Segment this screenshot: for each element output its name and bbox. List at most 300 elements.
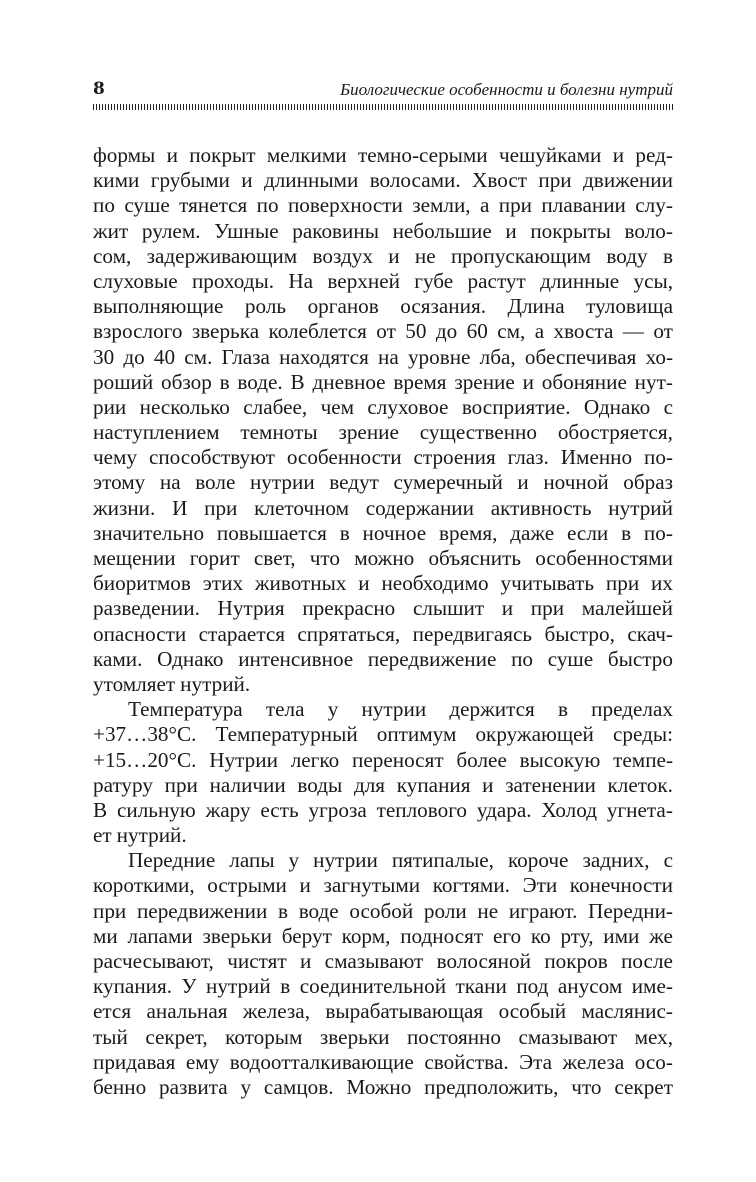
word: самцов. [263,1074,334,1099]
word: верхней [327,268,400,293]
word: жизни. [93,495,156,520]
word: Однако [157,646,224,671]
word: +37…38°С. [93,722,197,747]
word: свойства. [424,1049,509,1074]
text-line [93,546,673,571]
word: легко [290,747,340,772]
word: способствуют [148,445,275,470]
word: В [93,797,108,822]
word: животных [254,571,347,596]
word: если [567,520,609,545]
word: угроза [308,797,367,822]
word: 30 [93,344,115,369]
text-line [93,974,673,999]
word: +15…20°С. [93,747,197,772]
word: при [204,495,238,520]
word: придавая [93,1049,176,1074]
word: в [621,520,632,545]
word: хвоста [553,319,614,344]
word: земли, [412,193,471,218]
word: биоритмов [93,571,191,596]
word: есть [260,797,299,822]
word: постоянно [406,1024,501,1049]
text-line [93,420,673,445]
word: которым [225,1024,303,1049]
word: на [159,470,181,495]
word: пределах [591,697,673,722]
word: анальная [146,999,228,1024]
word: старается [198,621,285,646]
word: сильную [116,797,196,822]
text-line [93,798,673,823]
word: ночное [362,520,427,545]
word: проходы. [191,268,275,293]
word: опасности [93,621,187,646]
word: Можно [346,1074,412,1099]
text-line [93,999,673,1024]
word: темноты [240,420,318,445]
word: воде. [237,369,283,394]
word: На [288,268,314,293]
word: тела [265,697,305,722]
word: загнутыми [323,873,421,898]
word: купания. [93,974,173,999]
word: по- [644,445,673,470]
word: слышит [412,596,485,621]
word: несколько [139,394,230,419]
text-line [93,521,673,546]
word: Однако [583,394,651,419]
word: в [278,898,289,923]
word: по [93,193,115,218]
word: играют. [508,898,578,923]
word: лба, [479,344,516,369]
word: чешуйками [498,143,602,167]
word: бенно [93,1074,147,1099]
word: утомляет [93,671,176,696]
word: время [393,369,447,394]
word: и [388,243,400,268]
word: интенсивное [238,646,354,671]
word: задерживающим [146,243,298,268]
word: у [240,1074,252,1099]
word: ведут [329,470,379,495]
word: смазывают [324,949,424,973]
word: находятся [279,344,369,369]
word: пропускающим [450,243,592,268]
word: держится [449,697,535,722]
word: когтями. [432,873,510,898]
word: уровне [407,344,471,369]
word: развита [159,1074,228,1099]
page-header [93,78,673,104]
word: высокую [519,747,601,772]
word: оптимум [376,722,457,747]
word: см. [184,344,213,369]
word: мелкими [266,143,347,167]
word: наступлением [93,420,220,445]
text-line [93,168,673,193]
word: 60 [466,319,488,344]
text-line [93,470,673,495]
word: обостряется, [557,420,673,445]
word: усы, [633,268,673,293]
word: нутрий. [180,671,251,696]
word: грубыми [150,168,230,193]
word: тый [93,1024,128,1049]
word: затенении [505,772,596,797]
word: рулем. [141,218,201,243]
word: свет, [253,546,296,570]
word: при [530,596,565,621]
word: даже [510,520,555,545]
word: не [477,898,499,923]
word: не [414,243,436,268]
word: покрыт [189,143,256,167]
word: в [280,974,291,999]
word: зрение [454,369,515,394]
word: воло- [624,218,673,243]
word: чему [93,445,138,470]
word: анусом [557,974,623,999]
page-number: 8 [93,79,105,99]
word: с [663,848,673,873]
word: соединительной [299,974,447,999]
word: его [492,923,522,948]
word: прекрасно [302,596,396,621]
word: восприятие. [461,394,571,419]
word: этих [202,571,244,596]
word: после [621,949,673,973]
word: от [653,319,673,344]
word: воды [297,772,343,797]
word: мещении [93,546,176,570]
word: учитывать [500,571,595,596]
word: чем [320,394,355,419]
word: при [93,898,127,923]
word: кими [93,168,140,193]
word: до [123,344,145,369]
word: при [164,772,198,797]
word: покров [544,949,608,973]
word: угнета- [606,797,673,822]
word: на [378,344,399,369]
word: что [571,1074,602,1099]
word: же [649,923,673,948]
word: ми [93,923,118,948]
text-line [93,873,673,898]
word: ткани [455,974,507,999]
word: острыми [207,873,287,898]
word: до [435,319,458,344]
word: и [299,873,311,898]
word: нутрии [313,848,378,873]
word: ками. [93,646,143,671]
word: и [517,470,529,495]
word: волосяной [436,949,531,973]
word: сумеречный [393,470,503,495]
word: плавании [541,193,626,218]
word: обзор [160,369,212,394]
word: по- [643,520,673,545]
word: И [172,495,188,520]
word: зверьки [319,1024,390,1049]
word: ет [93,823,112,848]
word: теплового [376,797,467,822]
word: пятипалые, [391,848,494,873]
word: железа, [242,999,310,1024]
text-line [93,722,673,747]
word: передвижении [136,898,268,923]
text-line [93,924,673,949]
word: их [651,571,673,596]
word: при [605,571,640,596]
word: растут [467,268,526,293]
word: и [482,772,494,797]
word: особой [349,898,414,923]
word: а [479,193,490,218]
word: малейшей [581,596,673,621]
text-line [93,445,673,470]
word: этому [93,470,146,495]
text-line [93,193,673,218]
word: скач- [627,621,673,646]
word: быстро, [544,621,615,646]
word: Нутрии [209,747,278,772]
word: секрет, [145,1024,208,1049]
word: Длина [507,294,565,319]
word: конечности [569,873,673,898]
word: задних, [582,848,650,873]
word: лапами [127,923,193,948]
word: подносят [400,923,484,948]
text-line [93,748,673,773]
word: переносят [351,747,444,772]
word: под [516,974,549,999]
word: ему [185,1049,220,1074]
word: органов [307,294,379,319]
word: осо- [634,1049,673,1074]
word: с [663,394,673,419]
word: глаз. [507,445,549,470]
word: слабее, [243,394,308,419]
word: горит [189,546,240,570]
text-line [93,773,673,798]
word: см, [497,319,526,344]
word: длинные [540,268,620,293]
word: быстро [607,646,673,671]
word: особенностями [535,546,673,570]
word: передвигаясь [412,621,533,646]
word: по [256,193,279,218]
word: суше [124,193,170,218]
word: особый [498,999,567,1024]
text-line [93,596,673,621]
text-line [93,949,673,974]
word: слуховое [367,394,449,419]
text-line [93,269,673,294]
word: ими [603,923,640,948]
word: секрет [614,1074,673,1099]
word: волосами. [369,168,461,193]
word: строения [413,445,496,470]
word: чистят [227,949,287,973]
word: слуховые [93,268,178,293]
word: Эта [519,1049,553,1074]
word: ется [93,999,132,1024]
word: повышается [216,520,327,545]
word: Именно [560,445,633,470]
word: спрятаться, [297,621,401,646]
word: Ушные [214,218,279,243]
word: рии [93,394,127,419]
word: при [498,193,533,218]
word: хо- [645,344,673,369]
word: в [557,697,568,722]
word: темпе- [613,747,673,772]
text-line [93,823,673,848]
word: образ [623,470,673,495]
word: воле [195,470,236,495]
word: 50 [405,319,427,344]
word: значительно [93,520,205,545]
word: воду [606,243,648,268]
text-line [93,370,673,395]
word: Эти [522,873,558,898]
word: и [358,571,370,596]
word: разведении. [93,596,200,621]
word: клеток. [607,772,673,797]
word: ко [530,923,551,948]
word: В [290,369,305,394]
word: корм, [341,923,391,948]
word: роль [244,294,287,319]
word: Нутрия [217,596,285,621]
text-line [93,1025,673,1050]
word: 40 [153,344,176,369]
word: что [309,546,340,570]
word: рту, [560,923,594,948]
word: дневное [312,369,386,394]
word: и [241,168,253,193]
word: и [299,949,312,973]
word: купания [396,772,471,797]
word: объяснить [428,546,522,570]
word: нутрии [249,470,315,495]
word: более [456,747,507,772]
text-line [93,622,673,647]
word: железа [562,1049,625,1074]
word: среды: [612,722,673,747]
text-line [93,244,673,269]
word: Глаза [221,344,270,369]
word: предположить, [424,1074,559,1099]
word: ночной [543,470,609,495]
word: обеспечивая [524,344,637,369]
word: воздух [312,243,373,268]
word: име- [631,974,673,999]
word: выполняющие [93,294,224,319]
word: раковины [292,218,379,243]
word: можно [354,546,415,570]
word: удара. [476,797,532,822]
running-title: Биологические особенности и болезни нутрий [340,80,673,99]
word: Холод [541,797,598,822]
word: формы [93,143,156,167]
word: в [219,369,230,394]
word: у [288,848,300,873]
text-line [93,899,673,924]
word: тянется [179,193,248,218]
word: жару [205,797,251,822]
word: Температура [128,697,243,722]
text-line [93,319,673,344]
word: и [612,143,625,167]
word: колеблется [268,319,367,344]
word: наличии [209,772,286,797]
text-line [93,496,673,521]
word: водоотталкивающие [229,1049,414,1074]
word: окружающей [475,722,594,747]
body-text [93,143,673,1100]
word: небольшие [392,218,492,243]
word: и [522,369,534,394]
text-line [93,672,673,697]
word: зверька [191,319,260,344]
word: осязания. [400,294,487,319]
word: Передни- [588,898,673,923]
word: сом, [93,243,132,268]
word: существенно [419,420,537,445]
word: для [353,772,386,797]
text-line [93,697,673,722]
text-line [93,1075,673,1100]
word: нутрии [361,697,427,722]
word: движении [583,168,673,193]
word: взрослого [93,319,183,344]
word: лапы [229,848,275,873]
word: в [662,243,673,268]
word: нутрий [608,495,673,520]
word: Передние [128,848,216,873]
word: нутрий. [116,823,187,848]
word: особенности [286,445,402,470]
text-line [93,647,673,672]
word: туловища [586,294,673,319]
word: в [339,520,350,545]
word: маслянис- [581,999,673,1024]
header-divider [93,104,673,110]
word: поверхности [287,193,403,218]
word: мех, [634,1024,673,1049]
word: берут [281,923,332,948]
word: губе [414,268,454,293]
word: клеточном [254,495,350,520]
word: нутрий [206,974,271,999]
word: ред- [635,143,673,167]
word: суше [547,646,594,671]
word: роший [93,369,154,394]
word: смазывают [518,1024,618,1049]
word: Температурный [215,722,358,747]
word: передвижение [367,646,497,671]
text-line [93,848,673,873]
word: обоняние [541,369,627,394]
word: короткими, [93,873,195,898]
word: ратуру [93,772,153,797]
word: по [511,646,533,671]
word: от [376,319,396,344]
